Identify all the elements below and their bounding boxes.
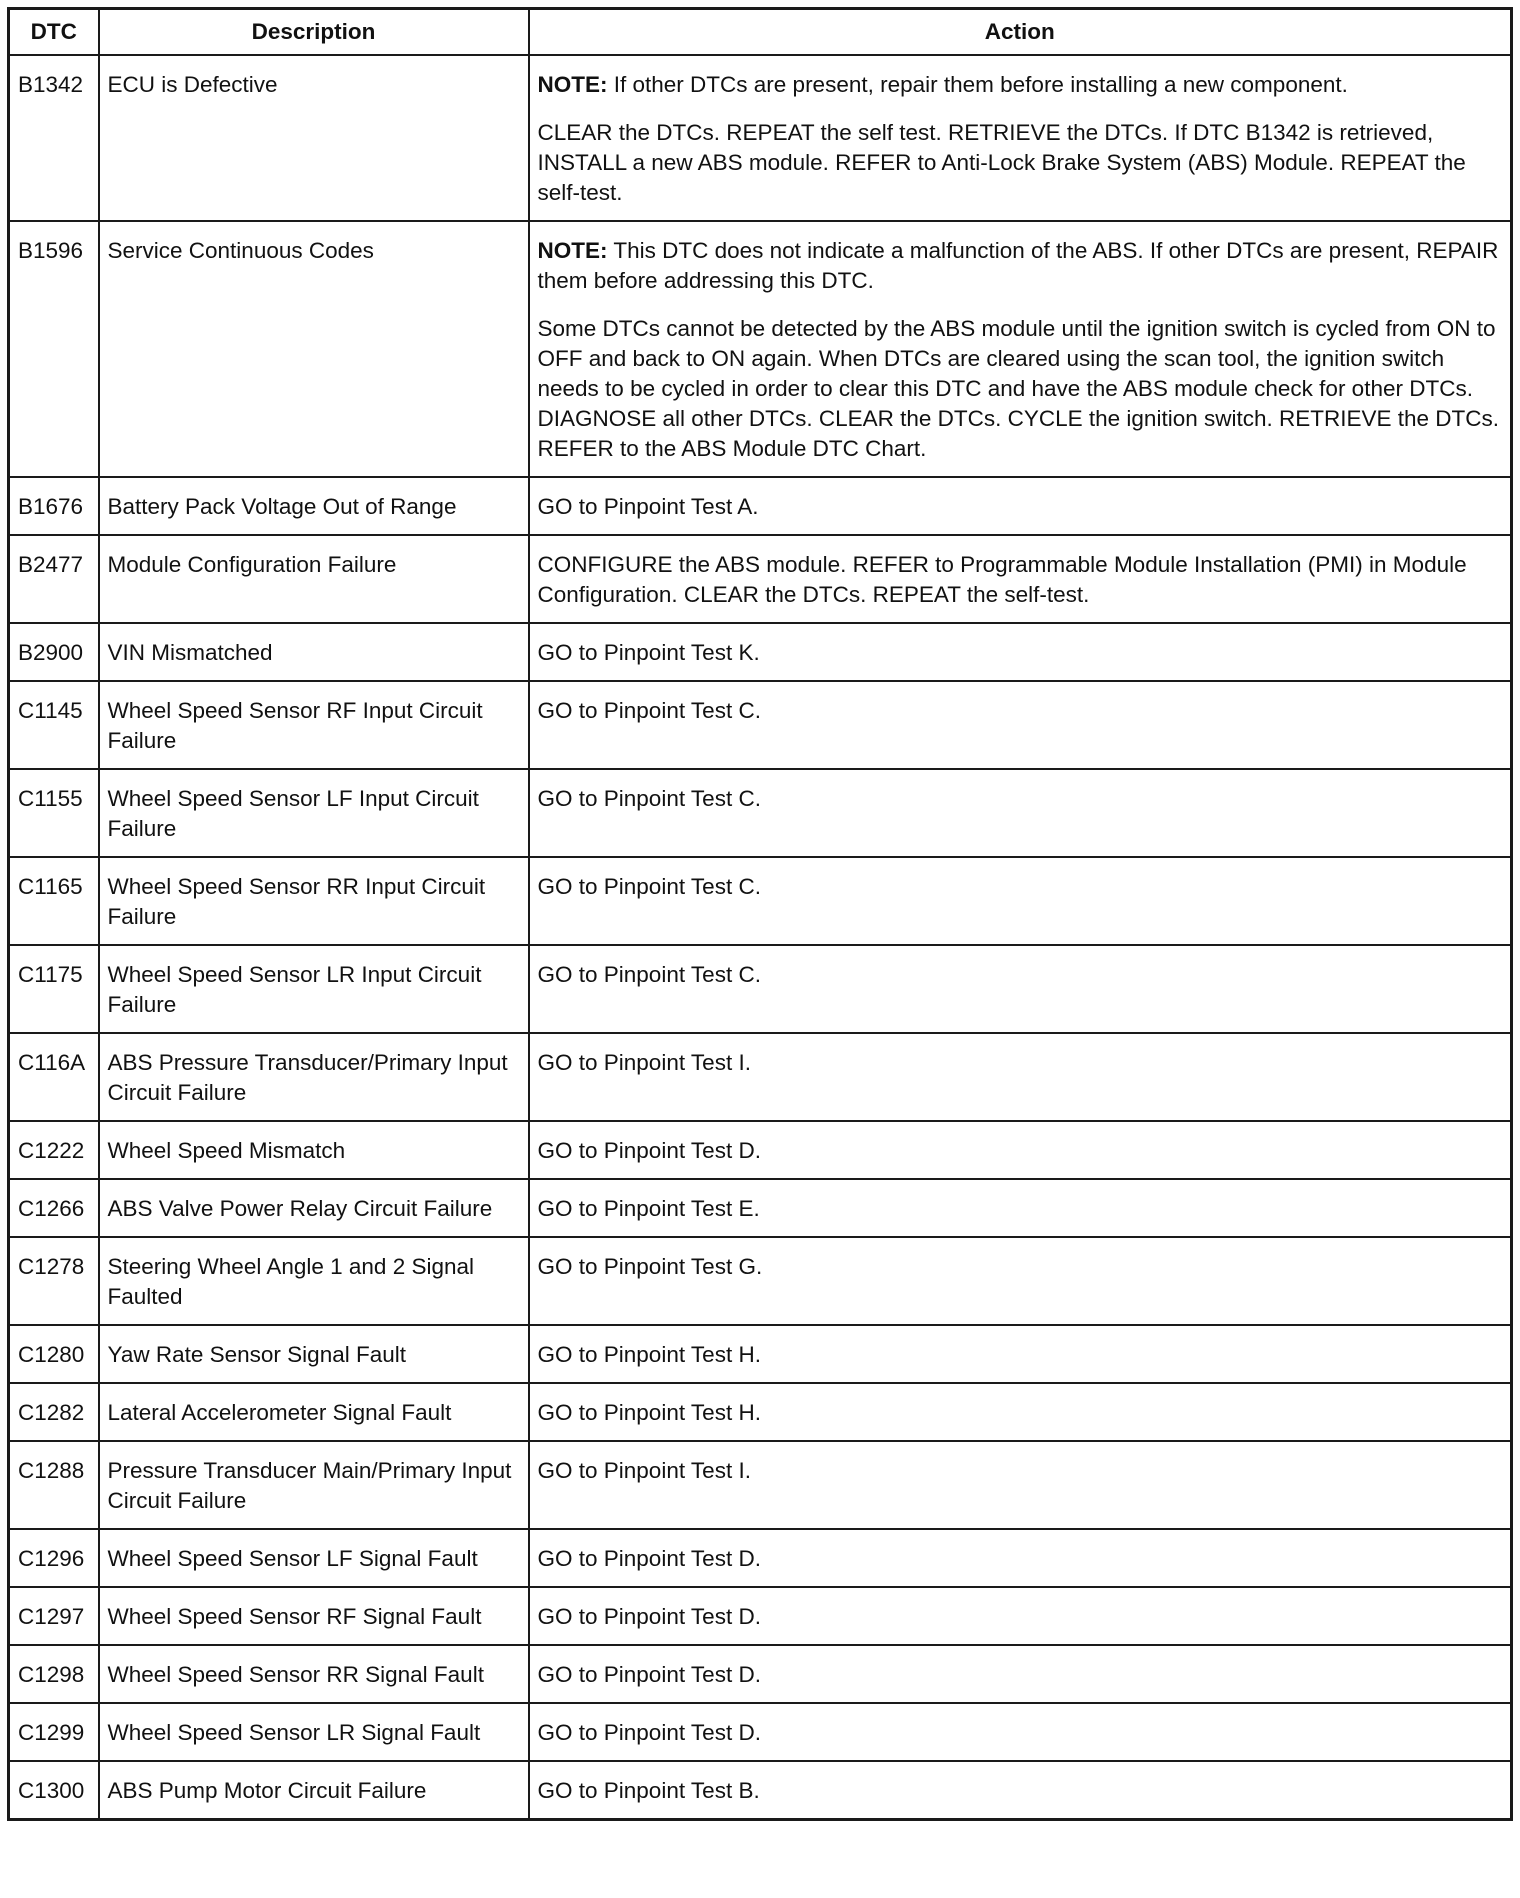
action-paragraph xyxy=(538,1136,1503,1166)
action-text: GO to Pinpoint Test I. xyxy=(537,1458,751,1483)
header-dtc: DTC xyxy=(9,9,99,56)
dtc-code: C1145 xyxy=(18,698,83,723)
header-row xyxy=(9,9,1512,56)
dtc-code: B2900 xyxy=(18,640,84,665)
description-cell xyxy=(99,1033,529,1121)
action-text: GO to Pinpoint Test G. xyxy=(537,1254,763,1279)
action-text: Some DTCs cannot be detected by the ABS module until the ignition switch is cycled from ON to OFF and back to ON again. When DTCs are cleared using the scan tool, the ignition switch needs to be cycled in order to clear this DTC and have the ABS module check for other DTCs. xyxy=(537,316,1496,401)
dtc-code-cell xyxy=(9,681,99,769)
action-cell xyxy=(529,1441,1512,1529)
description-cell xyxy=(99,1441,529,1529)
dtc-code-cell xyxy=(9,1587,99,1645)
dtc-code: B2477 xyxy=(18,552,84,577)
table-row xyxy=(9,535,1512,623)
description-cell xyxy=(99,535,529,623)
action-text: GO to Pinpoint Test D. xyxy=(537,1138,761,1163)
action-paragraph xyxy=(538,1602,1503,1632)
action-paragraph xyxy=(538,638,1503,668)
description-cell xyxy=(99,1587,529,1645)
description-cell xyxy=(99,681,529,769)
table-row xyxy=(9,681,1512,769)
action-text: GO to Pinpoint Test H. xyxy=(537,1400,761,1425)
dtc-code: C1266 xyxy=(18,1196,85,1221)
action-cell xyxy=(529,1325,1512,1383)
dtc-code-cell xyxy=(9,1703,99,1761)
table-row xyxy=(9,1703,1512,1761)
description-text: Pressure Transducer Main/Primary Input Circuit Failure xyxy=(107,1458,512,1513)
dtc-code-cell xyxy=(9,221,99,477)
description-cell xyxy=(99,1179,529,1237)
action-paragraph xyxy=(538,236,1503,296)
action-text: GO to Pinpoint Test D. xyxy=(537,1662,761,1687)
action-cell xyxy=(529,1383,1512,1441)
action-cell xyxy=(529,55,1512,221)
action-paragraph xyxy=(538,1194,1503,1224)
action-paragraph xyxy=(538,404,1503,464)
action-text: DIAGNOSE all other DTCs. CLEAR the DTCs. CYCLE the ignition switch. RETRIEVE the DTCs. REFER to the ABS Module DTC Chart. xyxy=(537,406,1500,461)
action-paragraph xyxy=(538,1544,1503,1574)
description-cell xyxy=(99,1383,529,1441)
action-paragraph xyxy=(538,1718,1503,1748)
action-paragraph xyxy=(538,1340,1503,1370)
description-text: Wheel Speed Sensor LF Input Circuit Failure xyxy=(107,786,479,841)
description-text: Wheel Speed Sensor LF Signal Fault xyxy=(107,1546,478,1571)
description-text: Wheel Speed Sensor RR Signal Fault xyxy=(107,1662,484,1687)
action-cell xyxy=(529,1645,1512,1703)
dtc-code: C1165 xyxy=(18,874,83,899)
description-cell xyxy=(99,477,529,535)
table-row xyxy=(9,857,1512,945)
dtc-code-cell xyxy=(9,769,99,857)
action-cell xyxy=(529,1033,1512,1121)
action-paragraph xyxy=(538,1776,1503,1806)
header-description: Description xyxy=(99,9,529,56)
description-text: Wheel Speed Mismatch xyxy=(107,1138,346,1163)
dtc-code: C116A xyxy=(18,1050,86,1075)
action-cell xyxy=(529,1761,1512,1820)
table-row xyxy=(9,1325,1512,1383)
description-text: Yaw Rate Sensor Signal Fault xyxy=(107,1342,406,1367)
description-text: Wheel Speed Sensor LR Input Circuit Failure xyxy=(107,962,482,1017)
action-cell xyxy=(529,1237,1512,1325)
dtc-code: C1298 xyxy=(18,1662,85,1687)
dtc-code: B1676 xyxy=(18,494,84,519)
table-row xyxy=(9,1587,1512,1645)
action-text: GO to Pinpoint Test A. xyxy=(537,494,759,519)
dtc-code: C1280 xyxy=(18,1342,85,1367)
dtc-code-cell xyxy=(9,1645,99,1703)
description-text: ABS Pump Motor Circuit Failure xyxy=(107,1778,427,1803)
action-text: GO to Pinpoint Test D. xyxy=(537,1604,761,1629)
action-text: GO to Pinpoint Test C. xyxy=(537,962,761,987)
table-row xyxy=(9,1179,1512,1237)
action-text: GO to Pinpoint Test C. xyxy=(537,698,761,723)
dtc-code-cell xyxy=(9,1441,99,1529)
action-cell xyxy=(529,769,1512,857)
action-paragraph xyxy=(538,70,1503,100)
dtc-code-cell xyxy=(9,1383,99,1441)
dtc-code-cell xyxy=(9,477,99,535)
action-paragraph xyxy=(538,696,1503,726)
description-text: Battery Pack Voltage Out of Range xyxy=(107,494,457,519)
action-cell xyxy=(529,945,1512,1033)
table-row xyxy=(9,623,1512,681)
action-cell xyxy=(529,477,1512,535)
description-cell xyxy=(99,1529,529,1587)
action-text: GO to Pinpoint Test E. xyxy=(537,1196,760,1221)
table-row xyxy=(9,1237,1512,1325)
dtc-code: C1288 xyxy=(18,1458,85,1483)
action-text: GO to Pinpoint Test D. xyxy=(537,1546,761,1571)
description-cell xyxy=(99,769,529,857)
description-text: Lateral Accelerometer Signal Fault xyxy=(107,1400,452,1425)
table-row xyxy=(9,769,1512,857)
dtc-code: C1297 xyxy=(18,1604,85,1629)
action-paragraph xyxy=(538,960,1503,990)
description-text: ECU is Defective xyxy=(107,72,278,97)
action-paragraph xyxy=(538,314,1503,404)
action-text: If other DTCs are present, repair them before installing a new component. xyxy=(607,72,1348,97)
description-text: Wheel Speed Sensor RF Signal Fault xyxy=(107,1604,482,1629)
note-label: NOTE: xyxy=(537,72,608,97)
dtc-code: C1278 xyxy=(18,1254,85,1279)
action-paragraph xyxy=(538,1456,1503,1486)
dtc-code: C1222 xyxy=(18,1138,85,1163)
dtc-table xyxy=(7,7,1513,1821)
description-cell xyxy=(99,221,529,477)
table-row xyxy=(9,1121,1512,1179)
action-cell xyxy=(529,857,1512,945)
dtc-code: C1282 xyxy=(18,1400,85,1425)
action-text: GO to Pinpoint Test C. xyxy=(537,874,761,899)
dtc-code-cell xyxy=(9,1179,99,1237)
dtc-code-cell xyxy=(9,1325,99,1383)
action-text: CLEAR the DTCs. REPEAT the self test. RETRIEVE the DTCs. If DTC B1342 is retrieved, INSTALL a new ABS module. REFER to Anti-Lock Brake System (ABS) Module. REPEAT the self-test. xyxy=(537,120,1466,205)
action-text: GO to Pinpoint Test K. xyxy=(537,640,760,665)
description-cell xyxy=(99,1325,529,1383)
table-row xyxy=(9,1441,1512,1529)
dtc-code: C1155 xyxy=(18,786,83,811)
description-text: VIN Mismatched xyxy=(107,640,273,665)
dtc-code-cell xyxy=(9,55,99,221)
dtc-code: C1296 xyxy=(18,1546,85,1571)
action-paragraph xyxy=(538,1252,1503,1282)
header-action: Action xyxy=(529,9,1512,56)
table-body xyxy=(9,55,1512,1820)
action-text: This DTC does not indicate a malfunction of the ABS. If other DTCs are present, REPAIR them before addressing this DTC. xyxy=(537,238,1499,293)
table-row xyxy=(9,1529,1512,1587)
description-cell xyxy=(99,945,529,1033)
description-cell xyxy=(99,1237,529,1325)
dtc-code: C1300 xyxy=(18,1778,85,1803)
action-cell xyxy=(529,535,1512,623)
dtc-code-cell xyxy=(9,535,99,623)
description-text: Wheel Speed Sensor LR Signal Fault xyxy=(107,1720,481,1745)
table-header xyxy=(9,9,1512,56)
action-cell xyxy=(529,1121,1512,1179)
action-cell xyxy=(529,221,1512,477)
dtc-code-cell xyxy=(9,1529,99,1587)
dtc-code: C1175 xyxy=(18,962,83,987)
description-cell xyxy=(99,55,529,221)
table-row xyxy=(9,945,1512,1033)
note-label: NOTE: xyxy=(537,238,608,263)
dtc-code-cell xyxy=(9,857,99,945)
table-row xyxy=(9,1761,1512,1820)
action-paragraph xyxy=(538,550,1503,610)
action-paragraph xyxy=(538,1398,1503,1428)
dtc-code: C1299 xyxy=(18,1720,85,1745)
action-cell xyxy=(529,1529,1512,1587)
dtc-code-cell xyxy=(9,1033,99,1121)
description-text: ABS Valve Power Relay Circuit Failure xyxy=(107,1196,493,1221)
dtc-code: B1596 xyxy=(18,238,84,263)
action-cell xyxy=(529,1587,1512,1645)
action-paragraph xyxy=(538,118,1503,208)
dtc-code-cell xyxy=(9,945,99,1033)
description-cell xyxy=(99,1121,529,1179)
description-cell xyxy=(99,1703,529,1761)
action-text: GO to Pinpoint Test C. xyxy=(537,786,761,811)
table-row xyxy=(9,1383,1512,1441)
description-cell xyxy=(99,1761,529,1820)
dtc-code-cell xyxy=(9,1237,99,1325)
dtc-code-cell xyxy=(9,1761,99,1820)
dtc-code-cell xyxy=(9,623,99,681)
action-text: CONFIGURE the ABS module. REFER to Programmable Module Installation (PMI) in Module Configuration. CLEAR the DTCs. REPEAT the self-test. xyxy=(537,552,1467,607)
action-paragraph xyxy=(538,872,1503,902)
description-text: Wheel Speed Sensor RR Input Circuit Failure xyxy=(107,874,486,929)
dtc-code: B1342 xyxy=(18,72,84,97)
action-cell xyxy=(529,1179,1512,1237)
description-text: ABS Pressure Transducer/Primary Input Circuit Failure xyxy=(107,1050,508,1105)
table-row xyxy=(9,1645,1512,1703)
action-cell xyxy=(529,681,1512,769)
action-cell xyxy=(529,623,1512,681)
dtc-code-cell xyxy=(9,1121,99,1179)
action-cell xyxy=(529,1703,1512,1761)
action-text: GO to Pinpoint Test B. xyxy=(537,1778,760,1803)
table-row xyxy=(9,221,1512,477)
action-text: GO to Pinpoint Test H. xyxy=(537,1342,761,1367)
action-text: GO to Pinpoint Test D. xyxy=(537,1720,761,1745)
description-cell xyxy=(99,1645,529,1703)
table-row xyxy=(9,477,1512,535)
description-text: Wheel Speed Sensor RF Input Circuit Failure xyxy=(107,698,483,753)
description-cell xyxy=(99,623,529,681)
table-row xyxy=(9,55,1512,221)
action-text: GO to Pinpoint Test I. xyxy=(537,1050,751,1075)
description-text: Module Configuration Failure xyxy=(107,552,397,577)
description-text: Service Continuous Codes xyxy=(107,238,374,263)
description-cell xyxy=(99,857,529,945)
action-paragraph xyxy=(538,784,1503,814)
table-row xyxy=(9,1033,1512,1121)
action-paragraph xyxy=(538,1048,1503,1078)
action-paragraph xyxy=(538,1660,1503,1690)
action-paragraph xyxy=(538,492,1503,522)
description-text: Steering Wheel Angle 1 and 2 Signal Faulted xyxy=(107,1254,475,1309)
